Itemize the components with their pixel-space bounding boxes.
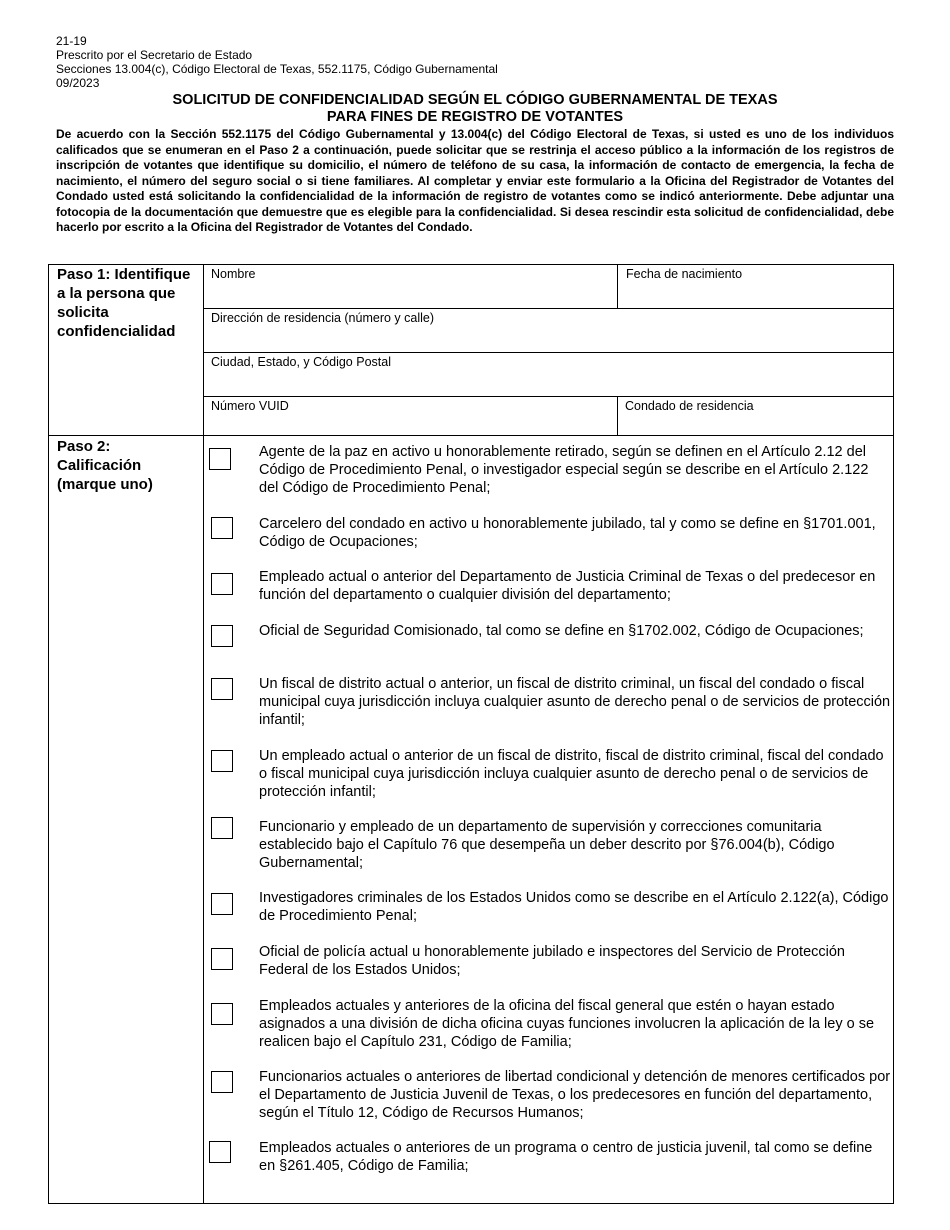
name-label: Nombre <box>211 267 256 281</box>
vuid-field[interactable] <box>211 415 611 433</box>
qualification-option: Agente de la paz en activo u honorablemente retirado, según se definen en el Artículo 2.12 del Código de Procedimiento Penal, o investigador especial según se describe en el Artículo 2.122 del Código de Procedimiento Penal; <box>259 444 869 496</box>
form-subtitle: PARA FINES DE REGISTRO DE VOTANTES <box>326 109 624 125</box>
field-divider <box>617 265 618 308</box>
qualification-checkbox[interactable] <box>211 893 233 915</box>
qualification-option: Investigadores criminales de los Estados Unidos como se describe en el Artículo 2.122(a), Código de Procedimiento Penal; <box>259 890 889 924</box>
qualification-option: Carcelero del condado en activo u honorablemente jubilado, tal y como se define en §1701.001, Código de Ocupaciones; <box>259 516 876 550</box>
qualification-option: Funcionario y empleado de un departamento de supervisión y correcciones comunitaria establecido bajo el Capítulo 76 que desempeña un deber descrito por §76.004(b), Código Gubernamental; <box>259 819 835 871</box>
dob-field[interactable] <box>626 285 888 305</box>
qualification-checkbox[interactable] <box>211 750 233 772</box>
name-field[interactable] <box>211 285 611 305</box>
address-field[interactable] <box>211 329 887 349</box>
county-label: Condado de residencia <box>625 399 754 413</box>
qualification-checkbox[interactable] <box>211 1071 233 1093</box>
row-divider <box>203 352 893 353</box>
qualification-option: Un empleado actual o anterior de un fiscal de distrito, fiscal de distrito criminal, fiscal del condado o fiscal municipal cuya jurisdicción incluya cualquier asunto de derecho penal o de servicios de protección infantil; <box>259 748 884 800</box>
form-table <box>48 264 894 1204</box>
field-divider <box>617 396 618 435</box>
step2-label: Paso 2: Calificación (marque uno) <box>57 438 153 493</box>
qualification-checkbox[interactable] <box>211 517 233 539</box>
address-label: Dirección de residencia (número y calle) <box>211 311 435 325</box>
qualification-option: Empleados actuales o anteriores de un programa o centro de justicia juvenil, tal como se define en §261.405, Código de Familia; <box>259 1140 873 1174</box>
row-divider <box>203 308 893 309</box>
city-label: Ciudad, Estado, y Código Postal <box>211 355 391 369</box>
county-field[interactable] <box>625 415 887 433</box>
vuid-label: Número VUID <box>211 399 289 413</box>
qualification-checkbox[interactable] <box>209 448 231 470</box>
qualification-checkbox[interactable] <box>211 625 233 647</box>
qualification-option: Funcionarios actuales o anteriores de libertad condicional y detención de menores certificados por el Departamento de Justicia Juvenil de Texas, o los predecesores en función del departamento, según el Título 12, Código de Recursos Humanos; <box>259 1069 891 1121</box>
step1-label: Paso 1: Identifique a la persona que solicita confidencialidad <box>57 266 191 340</box>
prescribed-by: Prescrito por el Secretario de Estado <box>56 48 253 62</box>
step-divider <box>49 435 893 436</box>
qualification-option: Empleado actual o anterior del Departamento de Justicia Criminal de Texas o del predecesor en función del departamento o cualquier división del departamento; <box>259 569 876 603</box>
form-number: 21-19 <box>56 34 87 48</box>
qualification-checkbox[interactable] <box>211 1003 233 1025</box>
qualification-checkbox[interactable] <box>209 1141 231 1163</box>
column-divider <box>203 265 204 1203</box>
qualification-checkbox[interactable] <box>211 678 233 700</box>
qualification-checkbox[interactable] <box>211 817 233 839</box>
intro-paragraph: De acuerdo con la Sección 552.1175 del Código Gubernamental y 13.004(c) del Código Electoral de Texas, si usted es uno de los individuos calificados que se enumeran en el Paso 2 a continuación, puede solicitar que se restrinja el acceso público a la información de los registros de inscripción de votantes que identifique su domicilio, el número de teléfono de su casa, la información de contacto de emergencia, la fecha de nacimiento, el número del seguro social o si tiene familiares. Al completar y enviar este formulario a la Oficina del Registrador de Votantes del Condado usted está solicitando la confidencialidad de la información de registro de votantes como se indicó anteriormente. Debe adjuntar una fotocopia de la documentación que demuestre que es elegible para la confidencialidad. Si desea rescindir esta solicitud de confidencialidad, debe hacerlo por escrito a la Oficina del Registrador de Votantes del Condado. <box>56 127 894 234</box>
city-field[interactable] <box>211 373 887 393</box>
row-divider <box>203 396 893 397</box>
qualification-checkbox[interactable] <box>211 573 233 595</box>
form-header <box>56 34 498 90</box>
form-date: 09/2023 <box>56 76 100 90</box>
dob-label: Fecha de nacimiento <box>626 267 743 281</box>
form-title: SOLICITUD DE CONFIDENCIALIDAD SEGÚN EL CÓDIGO GUBERNAMENTAL DE TEXAS <box>172 92 778 108</box>
qualification-option: Empleados actuales y anteriores de la oficina del fiscal general que estén o hayan estado asignados a una división de dicha oficina cuyas funciones involucren la aplicación de la ley o se realicen bajo el Capítulo 231, Código de Familia; <box>259 998 875 1050</box>
qualification-option: Oficial de Seguridad Comisionado, tal como se define en §1702.002, Código de Ocupaciones; <box>259 623 864 639</box>
qualification-option: Oficial de policía actual u honorablemente jubilado e inspectores del Servicio de Protección Federal de los Estados Unidos; <box>259 944 845 978</box>
qualification-checkbox[interactable] <box>211 948 233 970</box>
code-sections: Secciones 13.004(c), Código Electoral de Texas, 552.1175, Código Gubernamental <box>56 62 498 76</box>
qualification-option: Un fiscal de distrito actual o anterior, un fiscal de distrito criminal, un fiscal del condado o fiscal municipal cuya jurisdicción incluya cualquier asunto de derecho penal o de servicios de protección infantil; <box>259 676 891 728</box>
